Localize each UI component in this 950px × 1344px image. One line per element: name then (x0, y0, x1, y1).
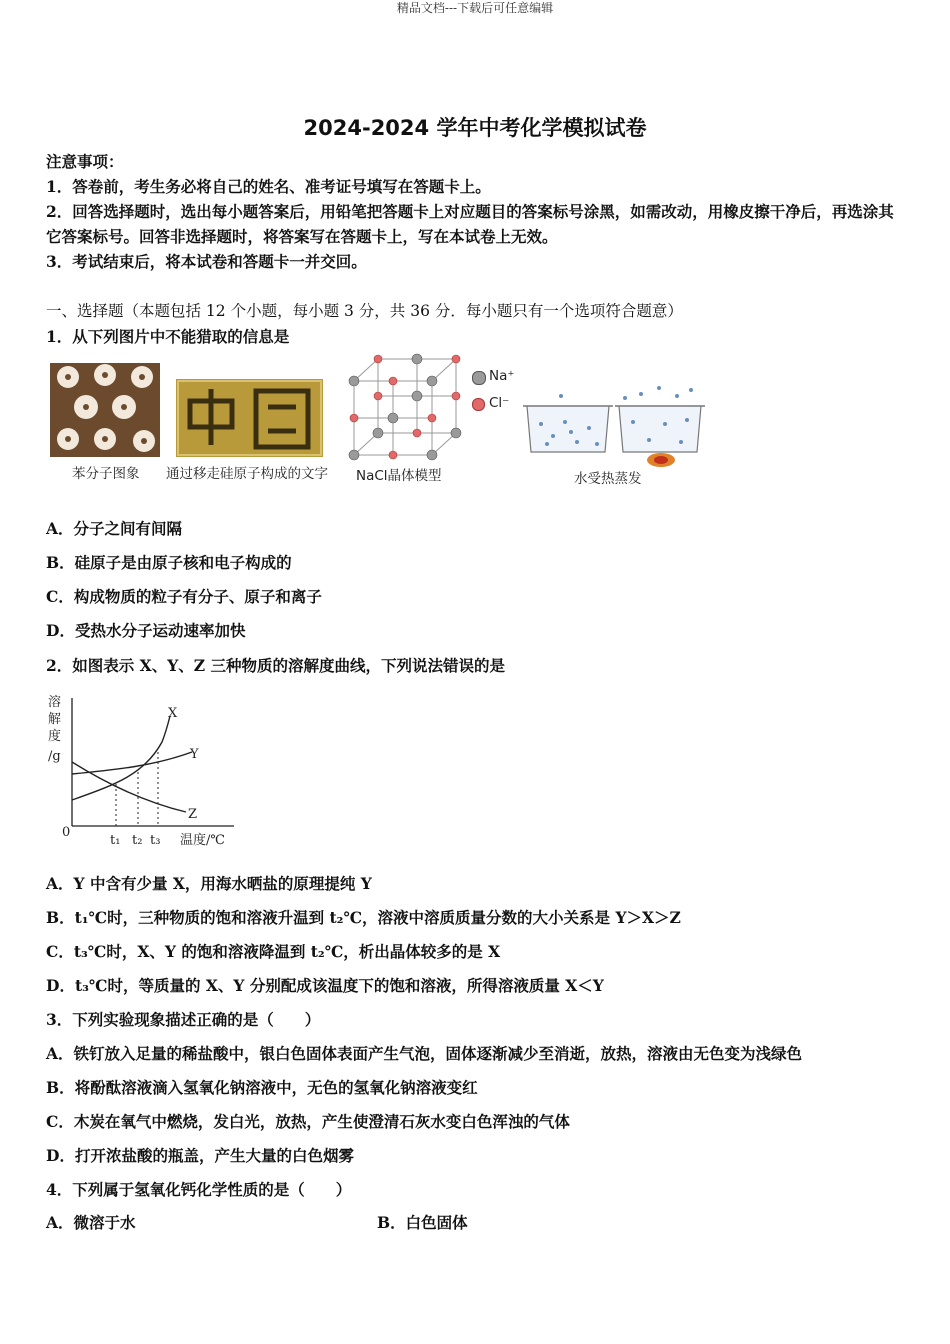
y-label-2: 解 (48, 712, 62, 727)
y-label-3: 度 (48, 729, 62, 744)
na-ion-legend-icon (472, 371, 486, 385)
q4-stem: 4．下列属于氢氧化钙化学性质的是（ ） (46, 1180, 352, 1199)
q1-option-a: A．分子之间有间隔 (46, 519, 183, 538)
curve-label-x: X (168, 706, 178, 721)
q1-option-b: B．硅原子是由原子核和电子构成的 (46, 553, 292, 572)
tick-t1: t₁ (110, 833, 121, 848)
q2-option-a: A．Y 中含有少量 X，用海水晒盐的原理提纯 Y (46, 874, 372, 893)
q3-option-a: A．铁钉放入足量的稀盐酸中，银白色固体表面产生气泡，固体逐渐减少至消逝，放热，溶液由无色变为浅绿色 (46, 1044, 803, 1063)
tick-t3: t₃ (150, 833, 161, 848)
page-title: 2024-2024 学年中考化学模拟试卷 (303, 116, 647, 140)
x-axis-label: 温度/℃ (180, 833, 225, 848)
silicon-text-image (176, 379, 323, 457)
caption-nacl: NaCl晶体模型 (356, 468, 442, 484)
q1-option-c: C．构成物质的粒子有分子、原子和离子 (46, 587, 322, 606)
q2-stem: 2．如图表示 X、Y、Z 三种物质的溶解度曲线，下列说法错误的是 (46, 656, 505, 675)
nacl-crystal-image (346, 353, 464, 461)
q3-option-c: C．木炭在氧气中燃烧，发白光，放热，产生使澄清石灰水变白色浑浊的气体 (46, 1112, 570, 1131)
origin-label: 0 (62, 825, 71, 840)
notice-item-1: 1．答卷前，考生务必将自己的姓名、准考证号填写在答题卡上。 (46, 177, 491, 196)
legend-cl: Cl⁻ (489, 395, 510, 411)
q3-stem: 3．下列实验现象描述正确的是（ ） (46, 1010, 321, 1029)
section-heading: 一、选择题（本题包括 12 个小题，每小题 3 分，共 36 分．每小题只有一个选项符合题意） (46, 302, 683, 320)
solubility-curve-diagram (44, 690, 244, 850)
q2-option-c: C．t₃℃时，X、Y 的饱和溶液降温到 t₂℃，析出晶体较多的是 X (46, 942, 501, 961)
curve-x (72, 716, 170, 800)
water-evaporation-image (521, 384, 707, 468)
notice-item-3: 3．考试结束后，将本试卷和答题卡一并交回。 (46, 252, 367, 271)
q4-option-a: A．微溶于水 (46, 1213, 136, 1232)
tick-t2: t₂ (132, 833, 143, 848)
y-label-4: /g (48, 749, 61, 764)
benzene-image (50, 363, 160, 457)
notice-item-2: 2．回答选择题时，选出每小题答案后，用铅笔把答题卡上对应题目的答案标号涂黑，如需改动，用橡皮擦干净后，再选涂其它答案标号。回答非选择题时，将答案写在答题卡上，写在本试卷上无效。 (46, 202, 894, 246)
curve-label-z: Z (188, 807, 198, 822)
q3-option-b: B．将酚酞溶液滴入氢氧化钠溶液中，无色的氢氧化钠溶液变红 (46, 1078, 478, 1097)
caption-silicon: 通过移走硅原子构成的文字 (166, 466, 328, 482)
q3-option-d: D．打开浓盐酸的瓶盖，产生大量的白色烟雾 (46, 1146, 354, 1165)
q1-stem: 1．从下列图片中不能猎取的信息是 (46, 327, 290, 346)
caption-benzene: 苯分子图象 (72, 466, 140, 482)
curve-label-y: Y (190, 747, 199, 762)
caption-water: 水受热蒸发 (574, 471, 642, 487)
q4-option-b: B．白色固体 (377, 1213, 468, 1232)
curve-z (72, 762, 186, 812)
cl-ion-legend-icon (472, 398, 485, 411)
q2-option-b: B．t₁℃时，三种物质的饱和溶液升温到 t₂℃，溶液中溶质质量分数的大小关系是 Y＞X＞Z (46, 908, 681, 927)
curve-y (72, 752, 192, 774)
legend-na: Na⁺ (489, 368, 515, 384)
y-label-1: 溶 (48, 695, 62, 710)
q2-option-d: D．t₃℃时，等质量的 X、Y 分别配成该温度下的饱和溶液，所得溶液质量 X＜Y (46, 976, 604, 995)
page-header: 精品文档---下载后可任意编辑 (396, 1, 554, 15)
q1-option-d: D．受热水分子运动速率加快 (46, 621, 246, 640)
notice-heading: 注意事项： (46, 152, 124, 171)
